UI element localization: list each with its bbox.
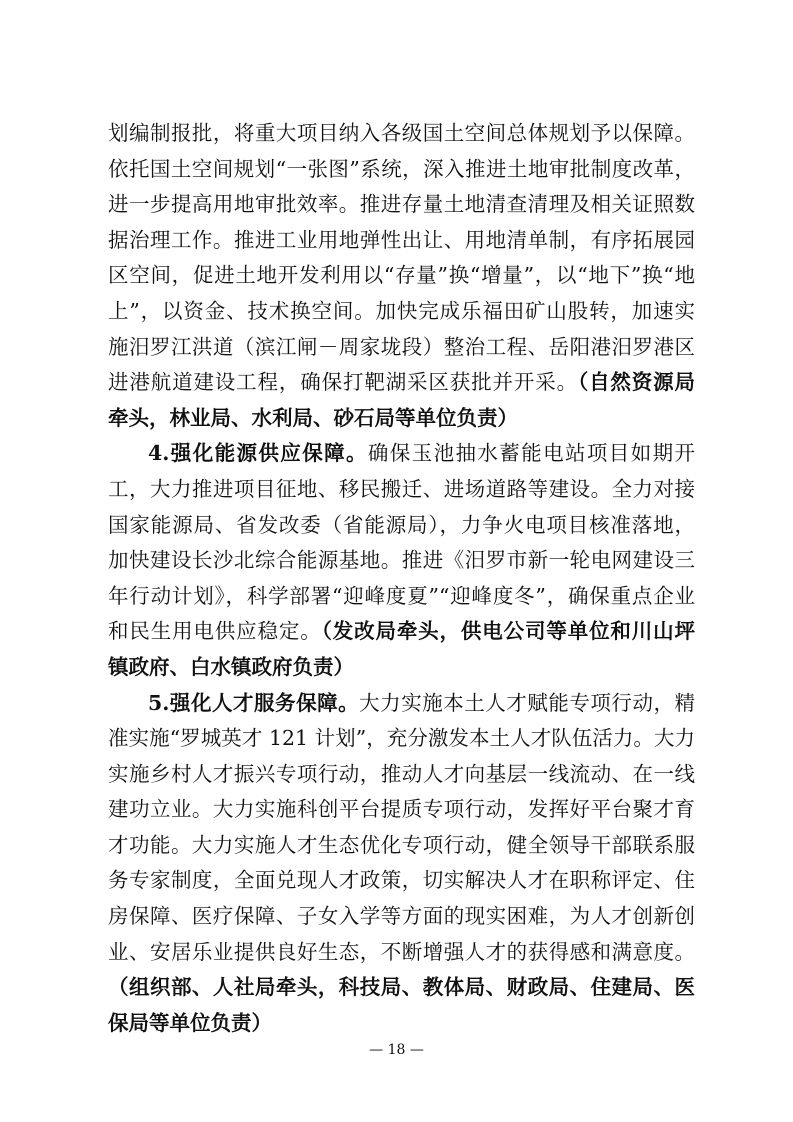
text-line: 务专家制度，全面兑现人才政策，切实解决人才在职称评定、住 [108,868,695,893]
responsibility-note: 牵头，林业局、水利局、砂石局等单位负责） [108,405,518,430]
text-line: 才功能。大力实施人才生态优化专项行动，健全领导干部联系服 [108,832,695,857]
responsibility-note: 镇政府、白水镇政府负责） [108,654,354,679]
text-line: 施汨罗江洪道（滨江闸－周家垅段）整治工程、岳阳港汨罗港区 [108,334,695,359]
text-line: 实施乡村人才振兴专项行动，推动人才向基层一线流动、在一线 [108,761,695,786]
text-span: 大力实施本土人才赋能专项行动，精 [359,690,695,715]
text-line: 上”，以资金、技术换空间。加快完成乐福田矿山股转，加速实 [108,298,695,323]
text-line: 年行动计划》，科学部署“迎峰度夏”“迎峰度冬”，确保重点企业 [108,583,695,608]
text-line: 准实施“罗城英才 121 计划”，充分激发本土人才队伍活力。大力 [108,726,695,751]
responsibility-note: （自然资源局 [577,370,696,395]
text-line: 工，大力推进项目征地、移民搬迁、进场道路等建设。全力对接 [108,476,695,501]
section-heading: 4.强化能源供应保障。 [148,441,368,466]
text-line [108,436,695,472]
text-line: 建功立业。大力实施科创平台提质专项行动，发挥好平台聚才育 [108,797,695,822]
text-span: 和民生用电供应稳定。 [108,619,322,644]
text-line: 房保障、医疗保障、子女入学等方面的现实困难，为人才创新创 [108,904,695,929]
section-heading: 5.强化人才服务保障。 [148,690,360,715]
responsibility-note: 保局等单位负责） [108,1010,272,1035]
text-line: 加快建设长沙北综合能源基地。推进《汨罗市新一轮电网建设三 [108,548,695,573]
text-line [108,365,695,401]
text-line: 依托国土空间规划“一张图”系统，深入推进土地审批制度改革， [108,156,695,181]
text-line [108,614,695,650]
text-span: 确保玉池抽水蓄能电站项目如期开 [367,441,696,466]
text-line: 国家能源局、省发改委（省能源局），力争火电项目核准落地， [108,512,695,537]
responsibility-note: （组织部、人社局牵头，科技局、教体局、财政局、住建局、医 [108,975,695,1000]
responsibility-note: （发改局牵头，供电公司等单位和川山坪 [321,619,696,644]
text-line [108,686,695,722]
text-span: 进港航道建设工程，确保打靶湖采区获批并开采。 [108,370,578,395]
text-line: 据治理工作。推进工业用地弹性出让、用地清单制，有序拓展园 [108,227,695,252]
body-text [108,116,695,1041]
page-number: — 18 — [369,1042,424,1058]
text-line: 区空间，促进土地开发利用以“存量”换“增量”，以“地下”换“地 [108,263,695,288]
text-line: 业、安居乐业提供良好生态，不断增强人才的获得感和满意度。 [108,939,695,964]
text-line: 进一步提高用地审批效率。推进存量土地清查清理及相关证照数 [108,192,695,217]
text-line: 划编制报批，将重大项目纳入各级国土空间总体规划予以保障。 [108,121,695,145]
